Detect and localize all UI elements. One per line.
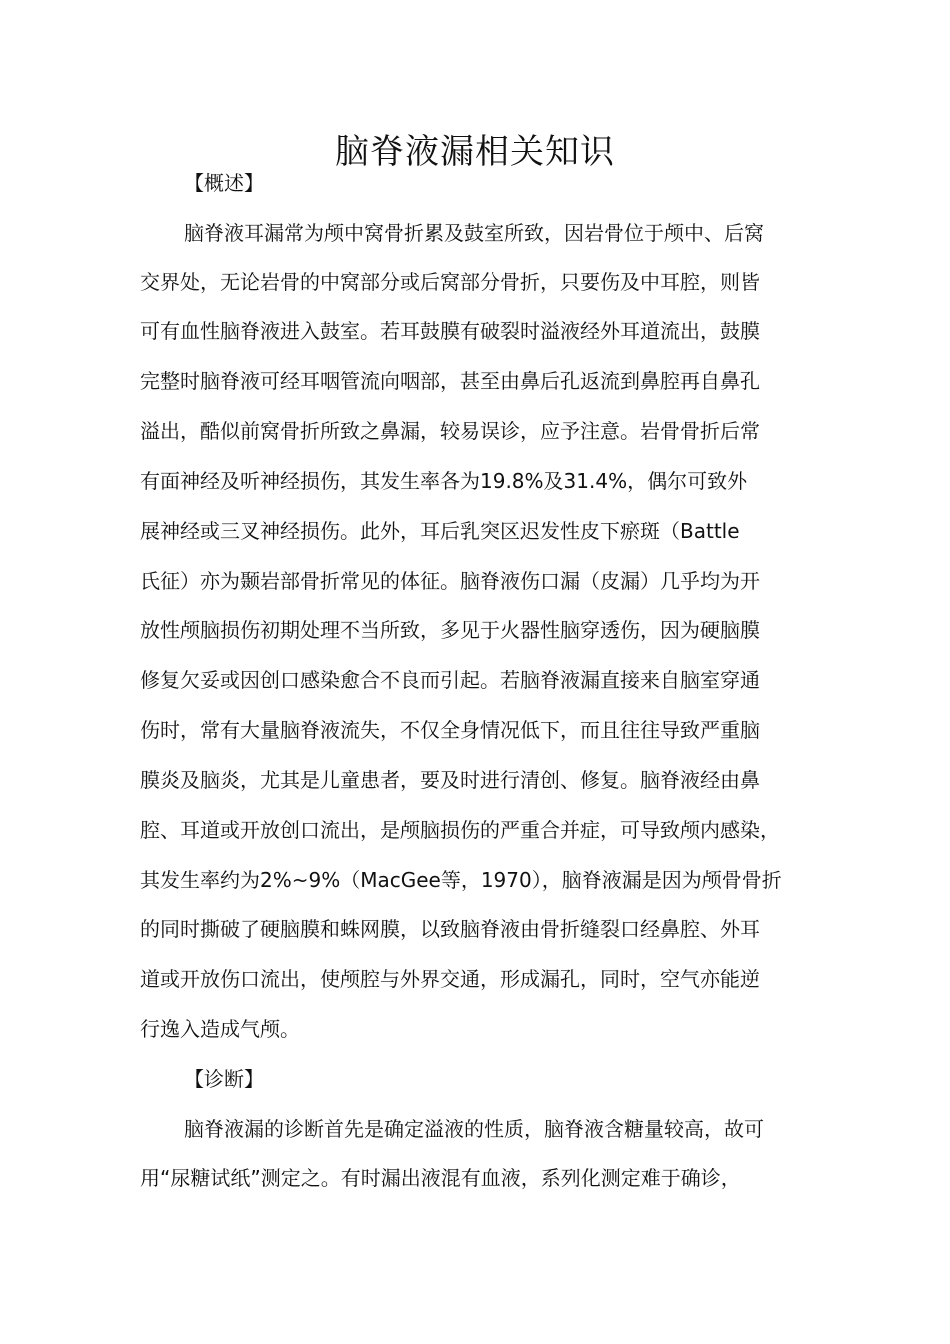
paragraph-line: 放性颅脑损伤初期处理不当所致，多见于火器性脑穿透伤，因为硬脑膜 [140, 618, 760, 642]
paragraph-line: 腔、耳道或开放创口流出，是颅脑损伤的严重合并症，可导致颅内感染， [140, 818, 780, 842]
section-heading-overview: 【概述】 [184, 171, 264, 195]
paragraph-line: 脑脊液耳漏常为颅中窝骨折累及鼓室所致，因岩骨位于颅中、后窝 [184, 221, 764, 245]
paragraph-line: 脑脊液漏的诊断首先是确定溢液的性质，脑脊液含糖量较高，故可 [184, 1117, 764, 1141]
paragraph-line: 交界处，无论岩骨的中窝部分或后窝部分骨折，只要伤及中耳腔，则皆 [140, 270, 760, 294]
section-heading-diagnosis: 【诊断】 [184, 1067, 264, 1091]
paragraph-line: 道或开放伤口流出，使颅腔与外界交通，形成漏孔，同时，空气亦能逆 [140, 967, 760, 991]
paragraph-line: 完整时脑脊液可经耳咽管流向咽部，甚至由鼻后孔返流到鼻腔再自鼻孔 [140, 369, 760, 393]
paragraph-line: 氏征）亦为颞岩部骨折常见的体征。脑脊液伤口漏（皮漏）几乎均为开 [140, 569, 760, 593]
paragraph-line: 膜炎及脑炎，尤其是儿童患者，要及时进行清创、修复。脑脊液经由鼻 [140, 768, 760, 792]
document-title: 脑脊液漏相关知识 [335, 131, 615, 172]
paragraph-line: 伤时，常有大量脑脊液流失，不仅全身情况低下，而且往往导致严重脑 [140, 718, 760, 742]
paragraph-line: 修复欠妥或因创口感染愈合不良而引起。若脑脊液漏直接来自脑室穿通 [140, 668, 760, 692]
paragraph-line: 有面神经及听神经损伤，其发生率各为19.8%及31.4%，偶尔可致外 [140, 469, 748, 493]
paragraph-line: 的同时撕破了硬脑膜和蛛网膜，以致脑脊液由骨折缝裂口经鼻腔、外耳 [140, 917, 760, 941]
paragraph-line: 展神经或三叉神经损伤。此外，耳后乳突区迟发性皮下瘀斑（Battle [140, 519, 740, 543]
paragraph-line: 溢出，酷似前窝骨折所致之鼻漏，较易误诊，应予注意。岩骨骨折后常 [140, 419, 760, 443]
paragraph-line: 可有血性脑脊液进入鼓室。若耳鼓膜有破裂时溢液经外耳道流出，鼓膜 [140, 319, 760, 343]
paragraph-line: 用“尿糖试纸”测定之。有时漏出液混有血液，系列化测定难于确诊， [140, 1166, 741, 1190]
paragraph-line: 其发生率约为2%~9%（MacGee等，1970），脑脊液漏是因为颅骨骨折 [140, 868, 782, 892]
paragraph-line: 行逸入造成气颅。 [140, 1017, 300, 1041]
